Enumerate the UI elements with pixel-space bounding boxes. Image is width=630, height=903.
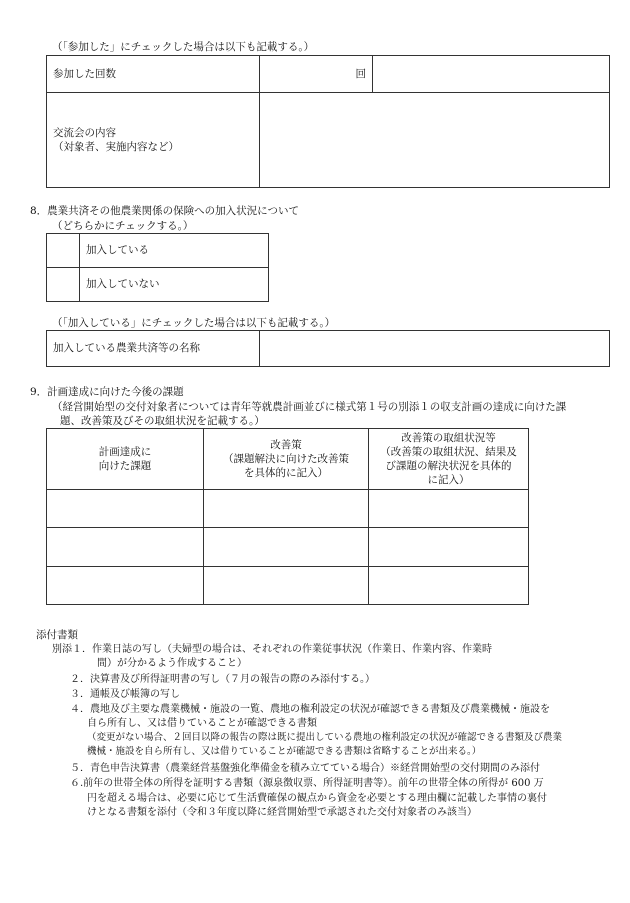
col-measure-header-line3: を具体的に記入） <box>244 467 328 480</box>
col-measure-header <box>204 429 369 490</box>
table-row <box>47 490 529 528</box>
measure-cell[interactable] <box>204 528 369 567</box>
col-task-header-line2: 向けた課題 <box>98 460 152 472</box>
task-cell[interactable] <box>47 528 204 567</box>
count-unit: 回 <box>260 56 373 93</box>
insurance-name-input[interactable] <box>260 331 610 367</box>
content-input[interactable] <box>260 93 610 188</box>
col-task-header <box>47 429 204 490</box>
col-status-header-line3: び課題の解決状況を具体的 <box>385 460 512 472</box>
col-measure-header-line2: （課題解決に向けた改善策 <box>223 452 349 465</box>
measure-cell[interactable] <box>204 490 369 528</box>
col-status-header-line4: に記入） <box>427 474 470 487</box>
sec8-note: （「加入している」にチェックした場合は以下も記載する。） <box>52 317 336 329</box>
attach-line: 円を超える場合は、必要に応じて生活費確保の観点から資金を必要とする理由欄に記載した事情の裏付 <box>87 793 547 804</box>
col-status-header <box>369 429 529 490</box>
checkbox-joined[interactable] <box>47 234 80 268</box>
insurance-check-table <box>46 233 269 302</box>
checkbox-not-joined[interactable] <box>47 268 80 302</box>
attach-line: ６.前年の世帯全体の所得を証明する書類（源泉徴収票、所得証明書等）。前年の世帯全体の所得が 600 万 <box>70 778 544 789</box>
table-row <box>47 567 529 605</box>
attach-line: （変更がない場合、２回目以降の報告の際は既に提出している農地の権利設定の状況が確認できる書類及び農業 <box>87 732 563 743</box>
status-cell[interactable] <box>369 528 529 567</box>
status-cell[interactable] <box>369 567 529 605</box>
sec7-note: （「参加した」にチェックした場合は以下も記載する。） <box>52 41 315 53</box>
col-measure-header-line1: 改善策 <box>270 438 302 451</box>
sec8-heading: 8．農業共済その他農業関係の保険への加入状況について <box>30 205 299 217</box>
insurance-name-table <box>46 330 610 367</box>
option-joined: 加入している <box>80 234 269 268</box>
tasks-table <box>46 428 529 605</box>
exchange-table <box>46 55 610 188</box>
attach-line: けとなる書類を添付（令和３年度以降に経営開始型で承認された交付対象者のみ該当） <box>87 807 477 818</box>
count-input[interactable] <box>373 56 610 93</box>
measure-cell[interactable] <box>204 567 369 605</box>
col-status-header-line2: （改善策の取組状況、結果及 <box>380 445 517 458</box>
content-label <box>47 93 260 188</box>
attach-line: 機械・施設を自ら所有し、又は借りていることが確認できる書類は省略することが出来る。） <box>87 746 482 757</box>
attach-line: ３．通帳及び帳簿の写し <box>70 689 180 700</box>
attach-line: 間）が分かるよう作成すること） <box>97 658 247 669</box>
sec9-heading: 9．計画達成に向けた今後の課題 <box>30 386 184 398</box>
table-row <box>47 528 529 567</box>
count-label: 参加した回数 <box>47 56 260 93</box>
attach-title: 添付書類 <box>36 629 78 641</box>
sec8-sub: （どちらかにチェックする。） <box>52 220 194 232</box>
task-cell[interactable] <box>47 490 204 528</box>
status-cell[interactable] <box>369 490 529 528</box>
attach-line: ５．青色申告決算書（農業経営基盤強化準備金を積み立てている場合）※経営開始型の交付期間のみ添付 <box>70 763 540 774</box>
task-cell[interactable] <box>47 567 204 605</box>
attach-line: ２．決算書及び所得証明書の写し（７月の報告の際のみ添付する。） <box>70 674 375 685</box>
option-not-joined: 加入していない <box>80 268 269 302</box>
attach-line: 自ら所有し、又は借りていることが確認できる書類 <box>87 718 317 729</box>
col-status-header-line1: 改善策の取組状況等 <box>401 431 496 444</box>
content-label-line2: （対象者、実施内容など） <box>53 141 179 153</box>
attach-line: ４．農地及び主要な農業機械・施設の一覧、農地の権利設定の状況が確認できる書類及び農業機械・施設を <box>70 704 550 715</box>
attach-line: 別添１．作業日誌の写し（夫婦型の場合は、それぞれの作業従事状況（作業日、作業内容、作業時 <box>52 644 492 655</box>
insurance-name-label: 加入している農業共済等の名称 <box>47 331 260 367</box>
sec9-desc2: 題、改善策及びその取組状況を記載する。） <box>60 415 265 427</box>
sec9-desc1: （経営開始型の交付対象者については青年等就農計画並びに様式第１号の別添１の収支計画の達成に向けた課 <box>52 401 567 413</box>
col-task-header-line1: 計画達成に <box>98 445 152 458</box>
content-label-line1: 交流会の内容 <box>53 126 116 139</box>
